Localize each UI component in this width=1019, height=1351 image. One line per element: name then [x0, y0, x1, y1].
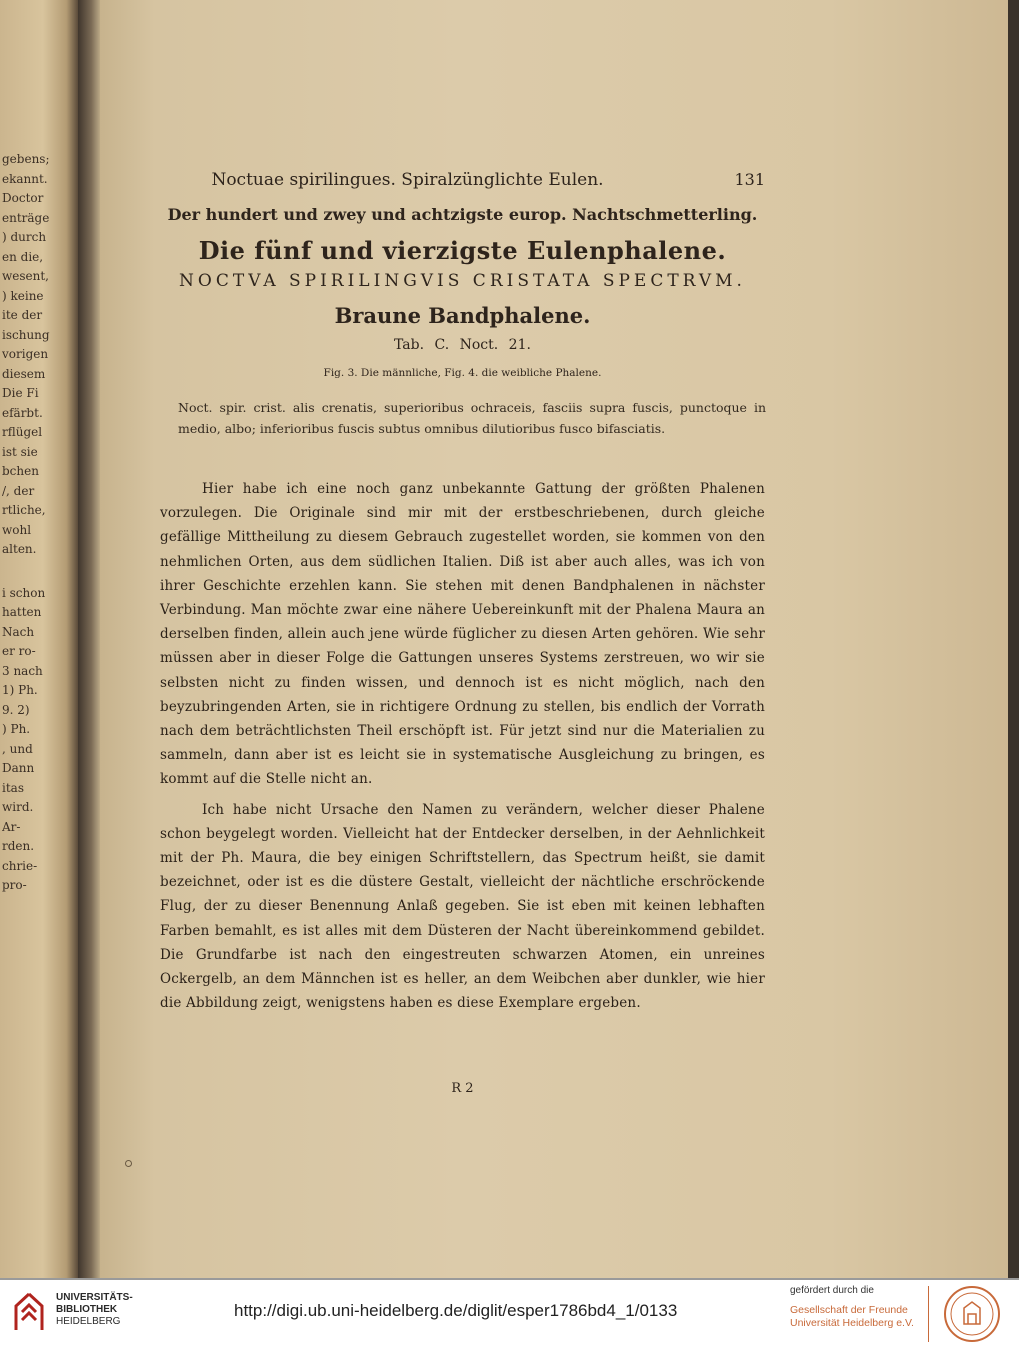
left-page-fragment: Ar- [2, 819, 21, 834]
left-page-fragment: pro- [2, 878, 27, 892]
page-title: Die fünf und vierzigste Eulenphalene. [198, 236, 727, 265]
left-page-fragment: ) durch [2, 230, 47, 244]
paragraph: Hier habe ich eine noch ganz unbekannte Gattung der größten Phalenen vorzulegen. Die Originale sind mir mit der erstbeschriebenen, durch gleiche gefällige Mittheilung zu diesem Gebrauch zugestellet worden, sie kommen von den nehmlichen Orten, aus dem südlichen Italien. Diß ist aber auch alles, was ich von ihrer Geschichte erzehlen kann. Sie stehen mit denen Bandphalenen in nächster Verbindung. Man möchte zwar eine nähere Uebereinkunft mit der Phalena Maura an derselben finden, allein auch jene würde füglicher zu diesen Arten gehören. Wie sehr müssen aber in dieser Folge die Gattungen unseres Systems zerstreuen, wo wir sie selbsten nicht zu finden wissen, und dennoch ist es nicht möglich, nach den beyzubringenden Arten, sie in richtigere Ordnung zu stellen, bis endlich der Vorrath nach dem beträchtlichsten Theil erschöpft ist. Für jetzt sind nur die Materialien zu sammeln, dann aber ist es leicht sie in systematische Ausgleichung zu bringen, es kommt auf die Stelle nicht an. [160, 481, 765, 788]
plate-reference: Tab. C. Noct. 21. [394, 337, 531, 353]
left-page-edge [0, 0, 78, 1278]
running-title: Noctuae spirilingues. Spiralzünglichte Eulen. [211, 170, 604, 190]
left-page-fragment: hatten [2, 605, 42, 619]
viewer-footer [0, 1278, 1019, 1351]
left-page-fragment: en die, [2, 249, 44, 264]
funded-by-label: gefördert durch die [790, 1285, 874, 1296]
left-page-fragment: 9. 2) [2, 702, 30, 717]
sponsor-divider [928, 1286, 929, 1342]
left-page-fragment: gebens; [2, 152, 50, 166]
paragraph: Ich habe nicht Ursache den Namen zu verändern, welcher dieser Phalene schon beygelegt worden. Vielleicht hat der Entdecker derselben, in der Aehnlichkeit mit der Ph. Maura, die bey einigen Schriftstellern, das Spectrum heißt, sie damit bezeichnet, oder ist es die düstere Gestalt, vielleicht der nächtliche erschröckende Flug, der zu dieser Benennung Anlaß gegeben. Sie ist eben mit keinen lebhaften Farben bemahlt, es ist alles mit dem Düsteren der Nacht übereinkommend gebildet. Die Grundfarbe ist nach den eingestreuten schwarzen Atomen, ein unreines Ockergelb, an dem Männchen ist es heller, an dem Weibchen aber dunkler, wie hier die Abbildung zeigt, wenigstens haben es diese Exemplare ergeben. [160, 801, 765, 1012]
left-page-fragment: ekannt. [2, 171, 48, 186]
left-page-fragment: wesent, [2, 269, 49, 283]
left-page-fragment: rtliche, [2, 503, 46, 517]
university-seal-icon [942, 1284, 1002, 1344]
species-number-heading: Der hundert und zwey und achtzigste europ. Nachtschmetterling. [167, 205, 758, 224]
left-page-fragment: wird. [2, 800, 34, 814]
german-species-name: Braune Bandphalene. [334, 303, 591, 328]
left-page-fragment: efärbt. [2, 405, 43, 420]
left-page-fragment: bchen [2, 464, 39, 478]
left-page-fragment [2, 560, 74, 584]
left-page-fragment: ist sie [2, 444, 38, 459]
left-page-fragment: rden. [2, 839, 35, 853]
document-url-link[interactable]: http://digi.ub.uni-heidelberg.de/diglit/esper1786bd4_1/0133 [234, 1301, 678, 1320]
running-head [110, 170, 765, 196]
left-page-fragment: ite der [2, 308, 43, 322]
left-page-fragment: , und [2, 741, 33, 756]
left-page-text-fragments [2, 150, 74, 896]
left-page-fragment: i schon [2, 585, 46, 600]
left-page-fragment: Die Fi [2, 386, 39, 400]
left-page-fragment: Nach [2, 624, 35, 639]
left-page-fragment: ischung [2, 327, 50, 342]
left-page-fragment: er ro- [2, 644, 36, 658]
left-page-fragment: 1) Ph. [2, 683, 38, 697]
latin-diagnosis: Noct. spir. crist. alis crenatis, superioribus ochraceis, fasciis supra fuscis, punctoque in medio, albo; inferioribus fuscis subtus omnibus dilutioribus fusco bifasciatis. [178, 400, 766, 436]
left-page-fragment: 3 nach [2, 663, 43, 678]
left-page-fragment: enträge [2, 210, 50, 225]
left-page-fragment: Dann [2, 761, 35, 775]
left-page-fragment: chrie- [2, 858, 38, 873]
left-page-fragment: rflügel [2, 425, 43, 439]
left-page-fragment: itas [2, 780, 24, 795]
body-text [160, 477, 765, 1021]
left-page-fragment: vorigen [2, 347, 49, 361]
latin-species-name: NOCTVA SPIRILINGVIS CRISTATA SPECTRVM. [179, 271, 746, 291]
library-logo-icon [10, 1290, 48, 1334]
page-edge-shadow [1008, 0, 1019, 1278]
scan-artifact-dot [125, 1160, 132, 1167]
left-page-fragment: wohl [2, 522, 32, 537]
left-page-fragment: diesem [2, 366, 46, 381]
book-gutter [78, 0, 100, 1278]
left-page-fragment: ) keine [2, 288, 44, 303]
left-page-fragment: ) Ph. [2, 722, 31, 736]
figure-note: Fig. 3. Die männliche, Fig. 4. die weibliche Phalene. [323, 367, 602, 379]
sponsor-name: Gesellschaft der Freunde Universität Heidelberg e.V. [790, 1304, 914, 1329]
left-page-fragment: alten. [2, 542, 37, 556]
left-page-fragment: Doctor [2, 191, 44, 205]
signature-mark: R 2 [451, 1081, 474, 1096]
footer-divider [0, 1278, 1019, 1280]
left-page-fragment: /, der [2, 483, 35, 498]
page-number: 131 [734, 170, 765, 189]
library-name: UNIVERSITÄTS- BIBLIOTHEK HEIDELBERG [56, 1292, 133, 1327]
